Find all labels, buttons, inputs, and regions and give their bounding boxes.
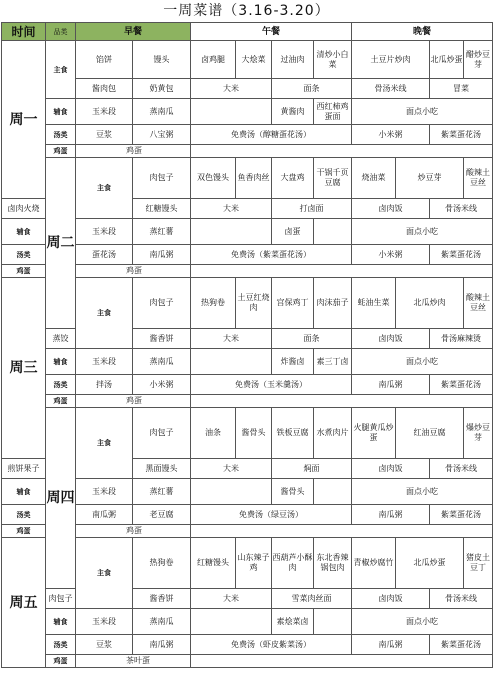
breakfast-staple-1: 馅饼 xyxy=(76,41,133,79)
category-soup: 汤类 xyxy=(2,245,46,265)
breakfast-staple-4: 黑面馒头 xyxy=(133,459,191,479)
dinner-soup-1: 小米粥 xyxy=(352,125,430,145)
lunch-dish-3: 东北香辣锅包肉 xyxy=(314,538,352,589)
egg-row-empty xyxy=(191,655,493,668)
category-soup: 汤类 xyxy=(2,505,46,525)
dinner-staple-1: 卤肉饭 xyxy=(352,459,430,479)
lunch-side-2 xyxy=(314,609,352,635)
lunch-rice: 大米 xyxy=(191,589,272,609)
breakfast-egg: 鸡蛋 xyxy=(76,265,191,278)
dinner-side: 面点小吃 xyxy=(352,479,493,505)
lunch-rice: 大米 xyxy=(191,459,272,479)
category-side: 辅食 xyxy=(2,219,46,245)
lunch-dish-2: 铁板豆腐 xyxy=(272,408,314,459)
breakfast-egg: 鸡蛋 xyxy=(76,145,191,158)
dinner-dish-1: 炒豆芽 xyxy=(396,158,464,199)
category-side: 辅食 xyxy=(46,99,76,125)
day-row-soup xyxy=(2,375,493,395)
category-staple: 主食 xyxy=(76,408,133,479)
day-row-side xyxy=(2,349,493,375)
category-staple: 主食 xyxy=(46,41,76,99)
lunch-side-1: 酱骨头 xyxy=(272,479,314,505)
breakfast-soup-2: 老豆腐 xyxy=(133,505,191,525)
lunch-dish-2: 大烩菜 xyxy=(236,41,272,79)
dinner-dish-3: 醋炒豆芽 xyxy=(464,41,493,79)
lunch-dish-1: 山东辣子鸡 xyxy=(236,538,272,589)
day-label: 周二 xyxy=(46,158,76,329)
lunch-dish-1: 卤鸡腿 xyxy=(191,41,236,79)
dinner-soup-2: 紫菜蛋花汤 xyxy=(430,125,493,145)
lunch-free-soup: 免费汤（醇糖蛋花汤） xyxy=(191,125,352,145)
dinner-dish-1: 红油豆腐 xyxy=(396,408,464,459)
day-row-staple2 xyxy=(2,329,493,349)
breakfast-staple-3: 煎饼果子 xyxy=(2,459,46,479)
breakfast-staple-4: 奶黄包 xyxy=(133,79,191,99)
lunch-dish-4: 蚝油生菜 xyxy=(352,278,396,329)
dinner-staple-1: 卤肉饭 xyxy=(352,199,430,219)
breakfast-soup-1: 蛋花汤 xyxy=(76,245,133,265)
lunch-dish-2: 宫保鸡丁 xyxy=(272,278,314,329)
dinner-soup-1: 小米粥 xyxy=(352,245,430,265)
lunch-dish-3: 干锅千页豆腐 xyxy=(314,158,352,199)
lunch-noodle: 雪菜肉丝面 xyxy=(272,589,352,609)
dinner-side: 面点小吃 xyxy=(352,609,493,635)
lunch-noodle: 打卤面 xyxy=(272,199,352,219)
dinner-soup-2: 紫菜蛋花汤 xyxy=(430,375,493,395)
breakfast-soup-2: 南瓜粥 xyxy=(133,635,191,655)
day-row-staple2 xyxy=(2,589,493,609)
lunch-dish-4: 火腿黄瓜炒蛋 xyxy=(352,408,396,459)
lunch-side-2: 西红柿鸡蛋面 xyxy=(314,99,352,125)
breakfast-egg: 茶叶蛋 xyxy=(76,655,191,668)
day-row-egg xyxy=(2,395,493,408)
day-row-side xyxy=(2,479,493,505)
day-row-side xyxy=(2,99,493,125)
day-label: 周四 xyxy=(46,408,76,589)
menu-title: 一周菜谱（3.16-3.20） xyxy=(163,3,330,19)
lunch-noodle: 面条 xyxy=(272,329,352,349)
lunch-side-1: 黄酱肉 xyxy=(272,99,314,125)
day-row-soup xyxy=(2,125,493,145)
category-egg: 鸡蛋 xyxy=(2,525,46,538)
breakfast-staple-1: 肉包子 xyxy=(133,408,191,459)
egg-row-empty xyxy=(191,265,493,278)
lunch-rice: 大米 xyxy=(191,199,272,219)
breakfast-side-2: 蒸南瓜 xyxy=(133,349,191,375)
lunch-side-2 xyxy=(314,219,352,245)
header-row xyxy=(2,23,493,41)
lunch-dish-4: 青椒炒腐竹 xyxy=(352,538,396,589)
day-row-staple1 xyxy=(2,41,493,79)
day-row-soup xyxy=(2,245,493,265)
breakfast-side-1: 玉米段 xyxy=(76,99,133,125)
lunch-noodle: 焖面 xyxy=(272,459,352,479)
lunch-rice: 大米 xyxy=(191,329,272,349)
lunch-dish-2: 大盘鸡 xyxy=(272,158,314,199)
lunch-dish-3: 水煮肉片 xyxy=(314,408,352,459)
lunch-rice: 大米 xyxy=(191,79,272,99)
lunch-dish-3: 过油肉 xyxy=(272,41,314,79)
breakfast-side-2: 蒸南瓜 xyxy=(133,99,191,125)
lunch-dish-1: 鱼香肉丝 xyxy=(236,158,272,199)
header-lunch: 午餐 xyxy=(191,23,352,41)
dinner-dish-1: 北瓜炒肉 xyxy=(396,278,464,329)
breakfast-side-2: 蒸红薯 xyxy=(133,479,191,505)
breakfast-soup-1: 拌汤 xyxy=(76,375,133,395)
day-row-soup xyxy=(2,635,493,655)
breakfast-staple-3: 酱肉包 xyxy=(76,79,133,99)
dinner-dish-2: 酸辣土豆丝 xyxy=(464,158,493,199)
day-row-egg xyxy=(2,525,493,538)
breakfast-soup-2: 八宝粥 xyxy=(133,125,191,145)
breakfast-side-1: 玉米段 xyxy=(76,609,133,635)
lunch-dish-1: 土豆红烧肉 xyxy=(236,278,272,329)
lunch-dish-2: 西葫芦小酥肉 xyxy=(272,538,314,589)
breakfast-staple-2: 热狗卷 xyxy=(191,278,236,329)
breakfast-staple-2: 馒头 xyxy=(133,41,191,79)
lunch-free-soup: 免费汤（紫菜蛋花汤） xyxy=(191,245,352,265)
breakfast-side-1: 玉米段 xyxy=(76,349,133,375)
breakfast-staple-3: 卤肉火烧 xyxy=(2,199,46,219)
weekly-menu-table xyxy=(1,22,493,668)
lunch-side-empty xyxy=(191,609,272,635)
category-staple: 主食 xyxy=(76,158,133,219)
day-label: 周五 xyxy=(2,538,46,668)
lunch-side-empty xyxy=(191,349,272,375)
breakfast-soup-2: 南瓜粥 xyxy=(133,245,191,265)
day-row-staple2 xyxy=(2,79,493,99)
dinner-staple-2: 骨汤米线 xyxy=(430,199,493,219)
day-row-soup xyxy=(2,505,493,525)
category-egg: 鸡蛋 xyxy=(46,145,76,158)
lunch-side-empty xyxy=(191,479,272,505)
breakfast-staple-3: 肉包子 xyxy=(46,589,76,609)
dinner-staple-2: 冒菜 xyxy=(430,79,493,99)
header-time: 时间 xyxy=(2,23,46,41)
lunch-side-1: 卤蛋 xyxy=(272,219,314,245)
breakfast-egg: 鸡蛋 xyxy=(76,395,191,408)
lunch-dish-4: 烧油菜 xyxy=(352,158,396,199)
dinner-dish-1: 土豆片炒肉 xyxy=(352,41,430,79)
day-row-side xyxy=(2,609,493,635)
header-breakfast: 早餐 xyxy=(76,23,191,41)
breakfast-staple-4: 酱香饼 xyxy=(133,329,191,349)
lunch-side-2 xyxy=(314,479,352,505)
egg-row-empty xyxy=(191,395,493,408)
breakfast-staple-1: 热狗卷 xyxy=(133,538,191,589)
dinner-staple-2: 骨汤麻辣烫 xyxy=(430,329,493,349)
dinner-staple-2: 骨汤米线 xyxy=(430,459,493,479)
dinner-soup-2: 紫菜蛋花汤 xyxy=(430,505,493,525)
breakfast-egg: 鸡蛋 xyxy=(76,525,191,538)
breakfast-side-1: 玉米段 xyxy=(76,219,133,245)
dinner-dish-2: 猪皮土豆丁 xyxy=(464,538,493,589)
day-row-staple1 xyxy=(2,408,493,459)
day-row-staple1 xyxy=(2,278,493,329)
breakfast-staple-1: 肉包子 xyxy=(133,158,191,199)
dinner-soup-2: 紫菜蛋花汤 xyxy=(430,245,493,265)
category-staple: 主食 xyxy=(76,538,133,609)
dinner-dish-1: 北瓜炒蛋 xyxy=(396,538,464,589)
breakfast-staple-3: 蒸饺 xyxy=(46,329,76,349)
dinner-soup-1: 南瓜粥 xyxy=(352,375,430,395)
day-row-side xyxy=(2,219,493,245)
breakfast-side-1: 玉米段 xyxy=(76,479,133,505)
breakfast-staple-4: 红糖馒头 xyxy=(133,199,191,219)
dinner-dish-2: 北瓜炒蛋 xyxy=(430,41,464,79)
lunch-free-soup: 免费汤（绿豆汤） xyxy=(191,505,352,525)
dinner-soup-1: 南瓜粥 xyxy=(352,505,430,525)
lunch-dish-1: 酱骨头 xyxy=(236,408,272,459)
lunch-side-1: 炸酱卤 xyxy=(272,349,314,375)
lunch-free-soup: 免费汤（虾皮紫菜汤） xyxy=(191,635,352,655)
category-side: 辅食 xyxy=(46,609,76,635)
day-row-egg xyxy=(2,655,493,668)
dinner-dish-2: 酸辣土豆丝 xyxy=(464,278,493,329)
dinner-staple-1: 卤肉饭 xyxy=(352,329,430,349)
day-row-egg xyxy=(2,145,493,158)
egg-row-empty xyxy=(191,525,493,538)
lunch-dish-4: 清炒小白菜 xyxy=(314,41,352,79)
category-egg: 鸡蛋 xyxy=(2,265,46,278)
breakfast-staple-2: 双色馒头 xyxy=(191,158,236,199)
header-dinner: 晚餐 xyxy=(352,23,493,41)
category-soup: 汤类 xyxy=(46,375,76,395)
breakfast-side-2: 蒸南瓜 xyxy=(133,609,191,635)
category-soup: 汤类 xyxy=(46,125,76,145)
lunch-side-empty xyxy=(191,99,272,125)
dinner-staple-1: 卤肉饭 xyxy=(352,589,430,609)
day-row-staple1 xyxy=(2,538,493,589)
lunch-noodle: 面条 xyxy=(272,79,352,99)
dinner-side: 面点小吃 xyxy=(352,219,493,245)
breakfast-soup-1: 豆浆 xyxy=(76,635,133,655)
breakfast-staple-1: 肉包子 xyxy=(133,278,191,329)
category-staple: 主食 xyxy=(76,278,133,349)
breakfast-side-2: 蒸红薯 xyxy=(133,219,191,245)
breakfast-soup-2: 小米粥 xyxy=(133,375,191,395)
dinner-side: 面点小吃 xyxy=(352,349,493,375)
lunch-dish-3: 肉沫茄子 xyxy=(314,278,352,329)
dinner-dish-2: 爆炒豆芽 xyxy=(464,408,493,459)
dinner-soup-2: 紫菜蛋花汤 xyxy=(430,635,493,655)
day-label: 周三 xyxy=(2,278,46,459)
category-side: 辅食 xyxy=(2,479,46,505)
breakfast-soup-1: 豆浆 xyxy=(76,125,133,145)
dinner-soup-1: 南瓜粥 xyxy=(352,635,430,655)
breakfast-staple-2: 红糖馒头 xyxy=(191,538,236,589)
breakfast-staple-4: 酱香饼 xyxy=(133,589,191,609)
day-row-staple1 xyxy=(2,158,493,199)
breakfast-staple-2: 油条 xyxy=(191,408,236,459)
dinner-staple-1: 骨汤米线 xyxy=(352,79,430,99)
category-soup: 汤类 xyxy=(46,635,76,655)
dinner-side: 面点小吃 xyxy=(352,99,493,125)
header-category: 品类 xyxy=(46,23,76,41)
dinner-staple-2: 骨汤米线 xyxy=(430,589,493,609)
day-label: 周一 xyxy=(2,41,46,199)
lunch-side-1: 素烩菜卤 xyxy=(272,609,314,635)
category-egg: 鸡蛋 xyxy=(46,655,76,668)
lunch-side-empty xyxy=(191,219,272,245)
breakfast-soup-1: 南瓜粥 xyxy=(76,505,133,525)
lunch-side-2: 素三丁卤 xyxy=(314,349,352,375)
egg-row-empty xyxy=(191,145,493,158)
lunch-free-soup: 免费汤（玉米羹汤） xyxy=(191,375,352,395)
category-egg: 鸡蛋 xyxy=(46,395,76,408)
category-side: 辅食 xyxy=(46,349,76,375)
day-row-egg xyxy=(2,265,493,278)
